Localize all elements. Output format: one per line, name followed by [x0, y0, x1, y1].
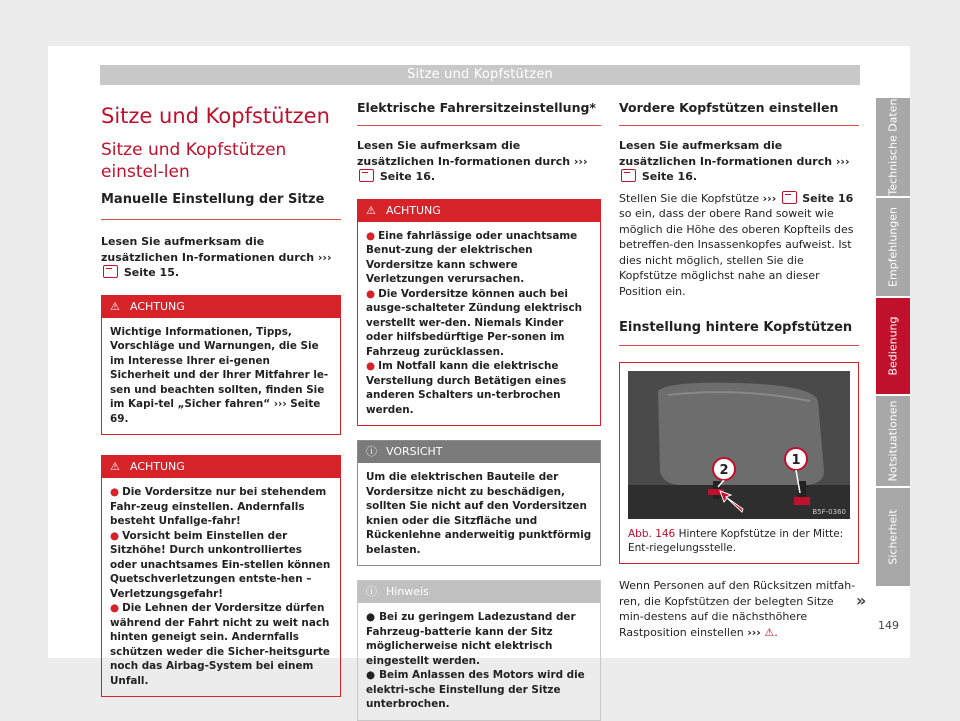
figure-code: B5F-0360 — [812, 508, 846, 516]
warning-icon: ⚠ — [110, 299, 120, 313]
chevron-icon: ››› — [273, 398, 287, 410]
list-item: ● Vorsicht beim Einstellen der Sitzhöhe! Durch unkontrolliertes oder unachtsames Ein-stellen können Quetschverletzungen entste-hen – Verletzungsgefahr! — [110, 529, 331, 600]
page-ref-link[interactable]: Seite 15. — [123, 266, 180, 279]
warning-box — [357, 199, 601, 427]
page-ref-link[interactable]: Seite 16. — [379, 170, 436, 183]
warning-box-2 — [101, 455, 341, 697]
figure-caption — [620, 527, 858, 563]
caution-box — [357, 440, 601, 566]
intro-text: Lesen Sie aufmerksam die zusätzlichen In-formationen durch ››› Seite 16. — [619, 139, 850, 183]
tab-empfehlungen[interactable]: Empfehlungen — [876, 198, 910, 296]
info-icon: ⓘ — [366, 585, 377, 598]
page-ref-link[interactable]: Seite 16 — [802, 191, 854, 205]
body-paragraph: Stellen Sie die Kopfstütze ››› Seite 16 so ein, dass der obere Rand soweit wie möglich die Höhe des oberen Kopfteils des betreffen-den Insassenkopfes aufweist. Ist dies nicht möglich, stellen Sie die Kopfstütze möglichst nahe an dieser Position ein. — [619, 191, 854, 298]
chevron-icon: ››› — [573, 154, 588, 168]
intro-text: Lesen Sie aufmerksam die zusätzlichen In-formationen durch ››› Seite 16. — [357, 139, 588, 183]
chapter-title: Sitze und Kopfstützen — [101, 104, 330, 128]
caution-title: VORSICHT — [386, 445, 443, 458]
list-item: ● Die Vordersitze können auch bei ausge-schalteter Zündung elektrisch verstellt wer-den. Niemals Kinder oder hilfsbedürftige Per-sonen im Fahrzeug zurücklassen. — [366, 287, 583, 358]
warning-title: ACHTUNG — [130, 460, 185, 473]
subsection-title-2: Einstellung hintere Kopfstützen — [619, 319, 859, 346]
list-item: ● Die Vordersitze nur bei stehendem Fahr-zeug einstellen. Andernfalls besteht Unfallge-fahr! — [110, 486, 327, 527]
list-item: ● Bei zu geringem Ladezustand der Fahrzeug-batterie kann der Sitz möglicherweise nicht elektrisch eingestellt werden. — [366, 611, 576, 667]
running-header: Sitze und Kopfstützen — [100, 65, 860, 85]
callout-1: 1 — [791, 453, 801, 468]
subsection-title: Vordere Kopfstützen einstellen — [619, 99, 859, 126]
list-item: ● Eine fahrlässige oder unachtsame Benut-zung der elektrischen Vordersitze kann schwere Verletzungen verursachen. — [366, 229, 578, 285]
column-1 — [101, 95, 341, 697]
warning-icon: ⚠ — [366, 203, 376, 217]
warning-title: ACHTUNG — [386, 203, 441, 217]
caption-label: Abb. 146 — [628, 528, 676, 540]
list-item: ● Beim Anlassen des Motors wird die elektri-sche Einstellung der Sitze unterbrochen. — [366, 669, 585, 710]
chevron-icon: ››› — [317, 250, 332, 264]
warning-icon: ⚠ — [110, 460, 120, 473]
tab-sicherheit[interactable]: Sicherheit — [876, 488, 910, 586]
chevron-icon: ››› — [835, 154, 850, 168]
continue-arrow: » — [856, 591, 867, 610]
book-icon — [359, 169, 374, 182]
warning-title: ACHTUNG — [130, 299, 185, 313]
figure — [619, 362, 859, 564]
caution-text: Um die elektrischen Bauteile der Vordersitze nicht zu beschädigen, sollten Sie nicht auf den Vordersitzen knien oder die Sitzfläche und Rückenlehne anderweitig punktförmig belasten. — [366, 471, 592, 556]
body-paragraph-2: Wenn Personen auf den Rücksitzen mitfah-ren, die Kopfstützen der belegten Sitze min-destens auf die nächsthöhere Rastposition einstellen ››› ⚠. — [619, 579, 856, 639]
caution-icon: ⓘ — [366, 445, 377, 458]
caption-text: Hintere Kopfstütze in der Mitte: Ent-riegelungsstelle. — [628, 528, 844, 554]
intro-text: Lesen Sie aufmerksam die zusätzlichen In-formationen durch ››› Seite 15. — [101, 235, 332, 279]
tab-notsituationen[interactable]: Notsituationen — [876, 396, 910, 486]
headrest-photo — [628, 371, 850, 519]
column-3 — [619, 95, 859, 640]
note-box — [357, 580, 601, 721]
tab-technische-daten[interactable]: Technische Daten — [876, 98, 910, 196]
warning-icon: ⚠ — [764, 625, 775, 639]
chevron-icon: ››› — [747, 625, 761, 639]
section-title: Sitze und Kopfstützen einstel-len — [101, 140, 287, 182]
book-icon — [103, 265, 118, 278]
book-icon — [621, 169, 636, 182]
chevron-icon: ››› — [762, 191, 777, 205]
subsection-title: Manuelle Einstellung der Sitze — [101, 191, 341, 220]
page-ref-link[interactable]: Seite 69. — [110, 398, 321, 425]
column-2 — [357, 95, 601, 721]
book-icon — [782, 191, 797, 204]
list-item: ● Die Lehnen der Vordersitze dürfen während der Fahrt nicht zu weit nach hinten geneigt sein. Andernfalls schützen weder die Sicher-heitsgurte noch das Airbag-System bei einem Unfall. — [110, 602, 330, 687]
callout-2: 2 — [719, 463, 729, 478]
note-title: Hinweis — [386, 585, 429, 598]
warning-text: Wichtige Informationen, Tipps, Vorschläge und Warnungen, die Sie im Interesse Ihrer ei-genen Sicherheit und der Ihrer Mitfahrer le-sen und beachten sollten, finden Sie im Kapi-tel „Sicher fahren“ — [110, 325, 329, 410]
list-item: ● Im Notfall kann die elektrische Verstellung durch Betätigen eines anderen Schalters un-terbrochen werden. — [366, 360, 567, 416]
tab-bedienung[interactable]: Bedienung — [876, 298, 910, 394]
subsection-title: Elektrische Fahrersitzeinstellung* — [357, 99, 601, 126]
page-ref-link[interactable]: Seite 16. — [641, 170, 698, 183]
warning-box-1 — [101, 295, 341, 436]
page-number: 149 — [878, 619, 899, 632]
